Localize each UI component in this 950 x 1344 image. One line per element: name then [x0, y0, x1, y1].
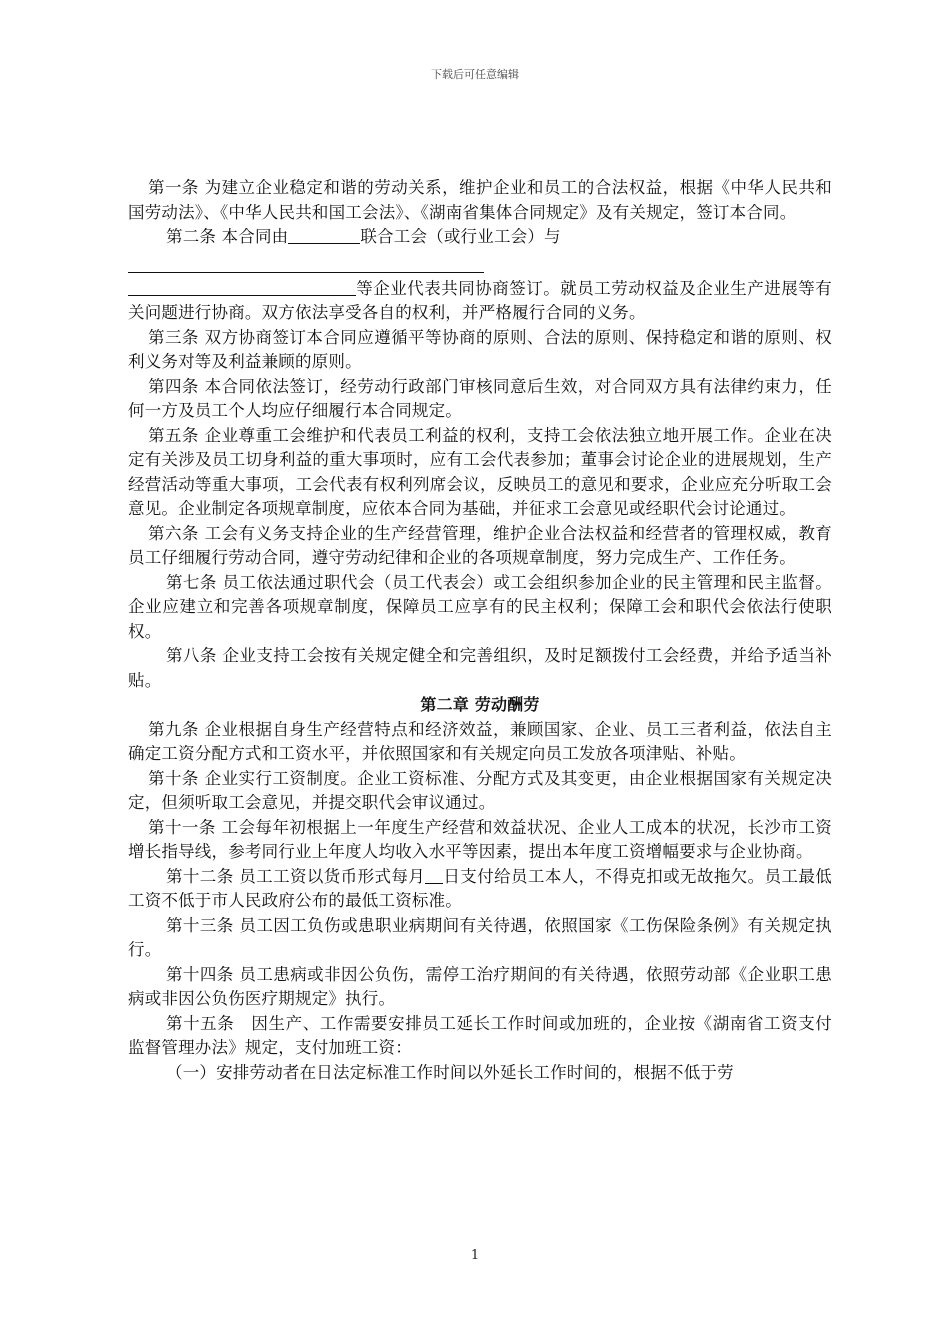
article-12 [128, 865, 832, 914]
blank-company-representative [128, 279, 356, 296]
article-9: 第九条 企业根据自身生产经营特点和经济效益，兼顾国家、企业、员工三者利益，依法自主确定工资分配方式和工资水平，并依照国家和有关规定向员工发放各项津贴、补贴。 [128, 719, 832, 763]
document-body [128, 176, 832, 1085]
article-4: 第四条 本合同依法签订，经劳动行政部门审核同意后生效，对合同双方具有法律约束力，任何一方及员工个人均应仔细履行本合同规定。 [128, 376, 832, 420]
blank-union-name [288, 227, 360, 244]
article-6: 第六条 工会有义务支持企业的生产经营管理，维护企业合法权益和经营者的管理权威，教育员工仔细履行劳动合同，遵守劳动纪律和企业的各项规章制度，努力完成生产、工作任务。 [128, 523, 832, 567]
blank-pay-day [425, 867, 443, 884]
page-header: 下载后可任意编辑 [431, 68, 519, 81]
article-14: 第十四条 员工患病或非因公负伤，需停工治疗期间的有关待遇，依照劳动部《企业职工患病或非因公负伤医疗期规定》执行。 [128, 964, 832, 1008]
page-number: 1 [470, 1248, 480, 1263]
article-2-lead: 第二条 本合同由 [166, 227, 289, 246]
article-5: 第五条 企业尊重工会维护和代表员工利益的权利，支持工会依法独立地开展工作。企业在决定有关涉及员工切身利益的重大事项时，应有工会代表参加；董事会讨论企业的进展规划，生产经营活动等重大事项，工会代表有权利列席会议，反映员工的意见和要求，企业应充分听取工会意见。企业制定各项规章制度，应依本合同为基础，并征求工会意见或经职代会讨论通过。 [128, 425, 832, 518]
article-12-lead: 第十二条 员工工资以货币形式每月 [166, 866, 426, 886]
article-2-tail: 等企业代表共同协商签订。就员工劳动权益及企业生产进展等有关问题进行协商。双方依法享受各自的权利，并严格履行合同的义务。 [128, 278, 832, 322]
article-2-continued [128, 277, 832, 326]
article-2-mid: 联合工会（或行业工会）与 [360, 227, 561, 246]
article-3: 第三条 双方协商签订本合同应遵循平等协商的原则、合法的原则、保持稳定和谐的原则、权利义务对等及利益兼顾的原则。 [128, 327, 832, 371]
article-10: 第十条 企业实行工资制度。企业工资标准、分配方式及其变更，由企业根据国家有关规定决定，但须听取工会意见，并提交职代会审议通过。 [128, 768, 832, 812]
article-13: 第十三条 员工因工负伤或患职业病期间有关待遇，依照国家《工伤保险条例》有关规定执行。 [128, 915, 832, 959]
article-2-first-line [128, 225, 832, 250]
article-15: 第十五条 因生产、工作需要安排员工延长工作时间或加班的，企业按《湖南省工资支付监督管理办法》规定，支付加班工资： [128, 1013, 832, 1057]
article-11: 第十一条 工会每年初根据上一年度生产经营和效益状况、企业人工成本的状况，长沙市工资增长指导线，参考同行业上年度人均收入水平等因素，提出本年度工资增幅要求与企业协商。 [128, 817, 832, 861]
article-8: 第八条 企业支持工会按有关规定健全和完善组织，及时足额拨付工会经费，并给予适当补贴。 [128, 646, 832, 690]
blank-company-line [128, 262, 484, 273]
article-1: 第一条 为建立企业稳定和谐的劳动关系，维护企业和员工的合法权益，根据《中华人民共和国劳动法》、《中华人民共和国工会法》、《湖南省集体合同规定》及有关规定，签订本合同。 [128, 178, 832, 222]
article-7: 第七条 员工依法通过职代会（员工代表会）或工会组织参加企业的民主管理和民主监督。企业应建立和完善各项规章制度，保障员工应享有的民主权利；保障工会和职代会依法行使职权。 [128, 572, 832, 641]
article-15-item-1: （一）安排劳动者在日法定标准工作时间以外延长工作时间的，根据不低于劳 [166, 1062, 734, 1082]
article-12-tail: 日支付给员工本人，不得克扣或无故拖欠。员工最低工资不低于市人民政府公布的最低工资标准。 [128, 866, 832, 910]
chapter-heading: 第二章 劳动酬劳 [420, 695, 540, 714]
